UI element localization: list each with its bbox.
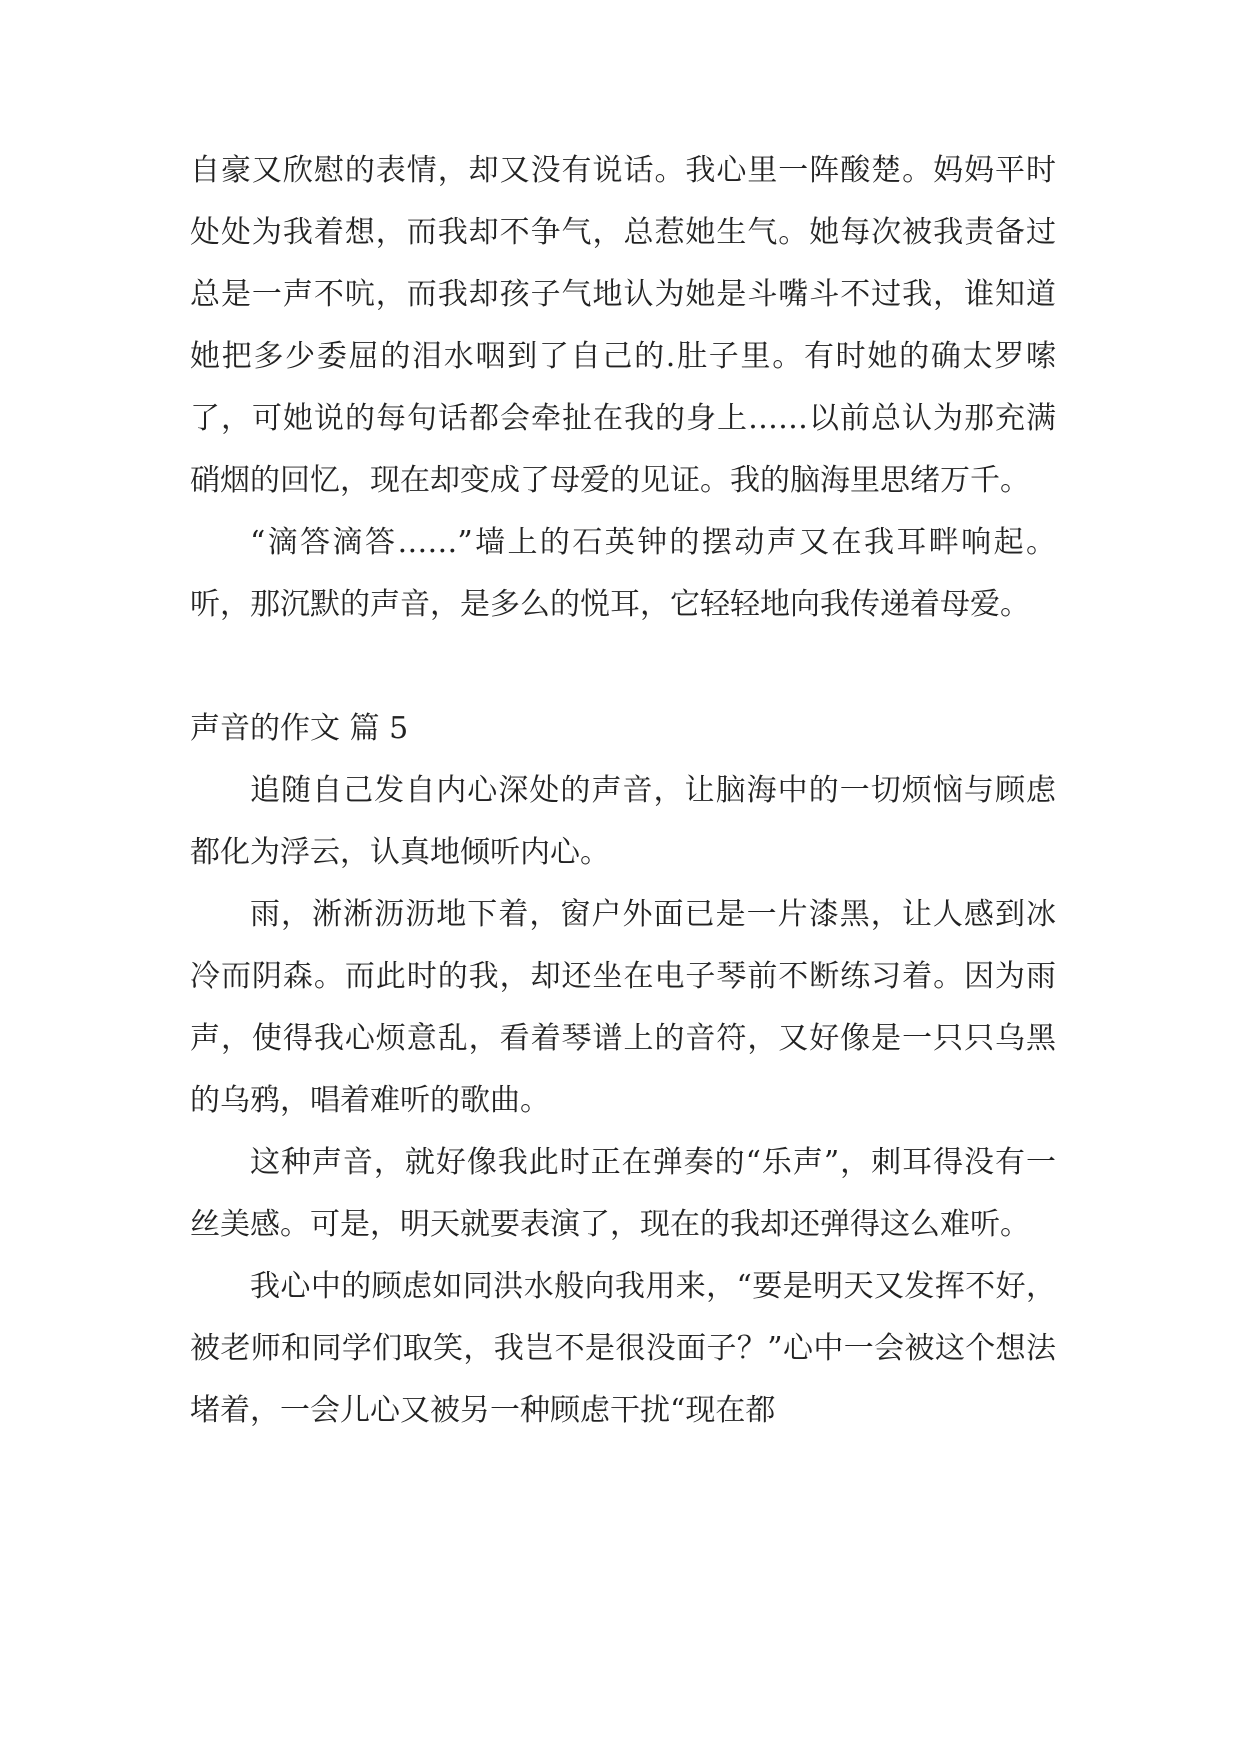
document-page: [190, 140, 1056, 1442]
paragraph-sound: 这种声音，就好像我此时正在弹奏的“乐声”，刺耳得没有一丝美感。可是，明天就要表演了，现在的我却还弹得这么难听。: [190, 1145, 1056, 1242]
paragraph-worry: 我心中的顾虑如同洪水般向我用来，“要是明天又发挥不好，被老师和同学们取笑，我岂不是很没面子？”心中一会被这个想法堵着，一会儿心又被另一种顾虑干扰“现在都: [190, 1269, 1056, 1428]
paragraph-continued: 自豪又欣慰的表情，却又没有说话。我心里一阵酸楚。妈妈平时处处为我着想，而我却不争气，总惹她生气。她每次被我责备过总是一声不吭，而我却孩子气地认为她是斗嘴斗不过我，谁知道她把多少委屈的泪水咽到了自己的.肚子里。有时她的确太罗嗦了，可她说的每句话都会牵扯在我的身上……以前总认为那充满硝烟的回忆，现在却变成了母爱的见证。我的脑海里思绪万千。: [190, 153, 1056, 498]
paragraph-rain: 雨，淅淅沥沥地下着，窗户外面已是一片漆黑，让人感到冰冷而阴森。而此时的我，却还坐在电子琴前不断练习着。因为雨声，使得我心烦意乱，看着琴谱上的音符，又好像是一只只乌黑的乌鸦，唱着难听的歌曲。: [190, 897, 1056, 1118]
paragraph-clock: “滴答滴答……”墙上的石英钟的摆动声又在我耳畔响起。听，那沉默的声音，是多么的悦耳，它轻轻地向我传递着母爱。: [190, 525, 1056, 622]
section-heading: 声音的作文 篇 5: [190, 711, 409, 746]
paragraph-intro: 追随自己发自内心深处的声音，让脑海中的一切烦恼与顾虑都化为浮云，认真地倾听内心。: [190, 773, 1056, 870]
